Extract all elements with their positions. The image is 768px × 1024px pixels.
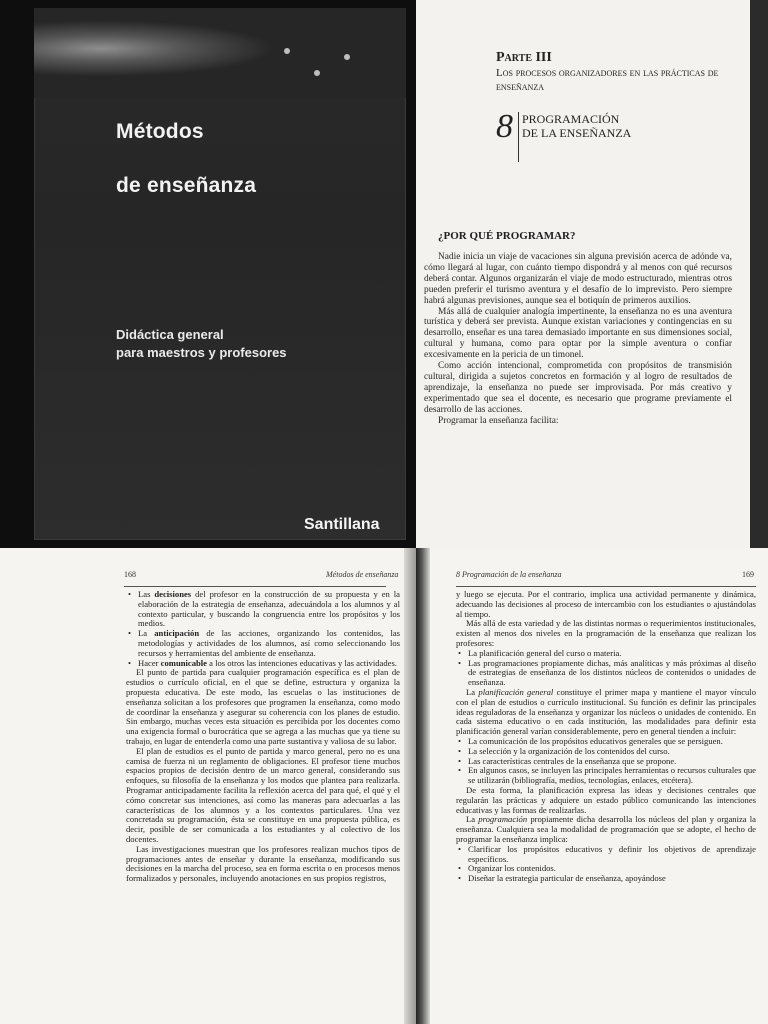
photo-detail [284,48,290,54]
list-item: • Las programaciones propiamente dichas, más analíticas y más próximas al diseño de estrategias de enseñanza de los distintos núcleos de contenidos o unidades de enseñanza. [468,659,756,688]
list-item: • Las características centrales de la enseñanza que se propone. [468,757,756,767]
book-spine [416,548,430,1024]
book-cover [0,0,416,548]
paragraph: Más allá de esta variedad y de las distintas normas o requerimientos institucionales, existen al menos dos niveles en la programación de la enseñanza que realizan los profesores: [456,618,756,648]
item-keyword: anticipación [154,628,200,639]
paragraph: Las investigaciones muestran que los profesores realizan muchos tipos de programaciones antes de enseñar y durante la enseñanza, modificando sus decisiones en la marcha del proceso, sea en forma escrita o en procesos menos formalizados y personales, incluyendo anotaciones en sus propios registros, [126,843,400,884]
chapter-title [522,112,722,140]
list-item [138,629,400,658]
part-label: Parte III [496,50,552,65]
cover-subtitle [116,326,287,362]
page-edge [750,0,768,548]
list-item: • En algunos casos, se incluyen las principales herramientas o recursos culturales que se utilizarán (bibliografía, medios, tecnologías, enlaces, etcétera). [468,766,756,786]
header-rule [124,586,386,587]
item-text: del profesor en la construcción de su propuesta y en la elaboración de la estrategia de enseñanza, adecuándola a los alumnos y al contexto particular, y buscando la congruencia entre los propósitos y los medios. [138,589,400,629]
page-169 [416,548,768,1024]
item-text: de las acciones, organizando los contenidos, las metodologías y actividades de los alumnos, así como seleccionando los recursos y herramientas del ambiente de enseñanza. [138,628,401,658]
page-168-text [126,590,400,884]
paragraph: El plan de estudios es el punto de partida y marco general, pero no es una camisa de fuerza ni un reglamento de obligaciones. El profesor tiene muchos espacios propios de decisión dentro de un marco general, considerando sus enfoques, su filosofía de la enseñanza y los modos que plantea para realizarla. Programar anticipadamente facilita la reflexión acerca del para qué, el qué y el cómo concretar sus intenciones, así como las maneras para adecuarlas a las características de los alumnos y a los contextos particulares. Una vez concretada su programación, ésta se constituye en una propuesta pública, es decir, posible de ser comunicada a los estudiantes y al colectivo de los docentes. [126,745,400,844]
item-keyword: comunicable [160,657,207,668]
chapter-title-line1: PROGRAMACIÓN [522,112,620,126]
paragraph: Como acción intencional, comprometida con propósitos de transmisión cultural, dirigida a sujetos concretos en formación y al logro de resultados de aprendizaje, la enseñanza no puede ser improvisada. Por más creativo y experimentado que sea el docente, es necesario que programe previamente el desarrollo de las acciones. [424,361,732,415]
list-item [138,659,400,669]
includes-list [456,737,756,786]
implies-list [456,845,756,884]
item-text: La [138,628,155,639]
chapter-body [424,252,732,427]
cover-board [34,8,406,540]
chapter-opening-page [416,0,768,548]
cover-title-line2: de enseñanza [116,174,257,197]
list-item: • Diseñar la estrategia particular de enseñanza, apoyándose [468,874,756,884]
cover-title-line1: Métodos [116,120,204,143]
cover-publisher: Santillana [304,516,380,533]
chapter-divider [518,112,519,162]
book-spine [404,548,416,1024]
list-item: • La selección y la organización de los contenidos del curso. [468,747,756,757]
paragraph: Programar la enseñanza facilita: [438,415,559,426]
italic-term: planificación general [478,686,554,697]
paragraph: De esta forma, la planificación expresa las ideas y decisiones centrales que regularán las prácticas y adquiere un estado público comunicando las intenciones educativas y las formas de realizarlas. [456,784,756,815]
photo-detail [314,70,320,76]
item-text: Hacer [138,657,161,668]
section-heading: ¿POR QUÉ PROGRAMAR? [438,230,576,242]
list-item: • La comunicación de los propósitos educativos generales que se persiguen. [468,737,756,747]
cover-photo [34,8,406,98]
italic-term: programación [478,814,528,825]
item-text: Las [138,589,155,599]
facilita-list [126,590,400,668]
page-number: 168 [124,570,136,579]
page-168 [0,548,416,1024]
text-run: propiamente dicha desarrolla los núcleos del plan y organiza la enseñanza. Cualquiera sea la modalidad de programación que se adopte, el hecho de programar la enseñanza implica: [456,814,756,844]
paragraph: El punto de partida para cualquier programación específica es el plan de estudios o currículo oficial, en el que se define, estructura y organiza la propuesta educativa. De este modo, las escuelas o las instituciones de enseñanza solicitan a los profesores que programen la enseñanza, como modo de coordinar la enseñanza y asegurar su coherencia con los planes de estudio. Sin embargo, muchas veces esta situación es percibida por los docentes como una exigencia formal o burocrática que se agrega a las muchas que ya tiene su trabajo, en lugar de entenderla como una parte sustantiva y valiosa de su labor. [126,667,400,746]
list-item: • Organizar los contenidos. [468,864,756,874]
levels-list [456,649,756,688]
text-run: La [466,814,479,825]
paragraph: y luego se ejecuta. Por el contrario, implica una actividad permanente y dinámica, adecuando las decisiones al proceso de intercambio con los estudiantes o ajustándolas al tiempo. [456,589,756,619]
photo-detail [344,54,350,60]
chapter-number: 8 [496,108,513,145]
text-run: constituye el primer mapa y mantiene el mayor vínculo con el plan de estudios o currículo institucional. Su función es definir las principales ideas reguladoras de la enseñanza y organizar los núcleos o unidades de contenido. En cada sistema educativo o en cada institución, las modalidades para definir esta planificación general varían considerablemente, pero en general tienden a incluir: [456,686,757,737]
paragraph: Nadie inicia un viaje de vacaciones sin alguna previsión acerca de adónde va, cómo llegará al lugar, con cuánto tiempo dispondrá y al menos con qué recursos deberá contar. Algunos organizarán el viaje de modo estructurado, mientras otros pueden preferir el turismo aventura y el desafío de lo imprevisto. Pero siempre habrá algunas previsiones, aunque sea el botiquín de primeros auxilios. [424,252,732,306]
page-169-text [456,590,756,884]
list-item: • La planificación general del curso o materia. [468,649,756,659]
header-rule [456,586,756,587]
list-item [138,590,400,629]
item-text: a los otros las intenciones educativas y las actividades. [206,657,397,668]
list-item: • Clarificar los propósitos educativos y definir los objetivos de aprendizaje específicos. [468,845,756,865]
chapter-title-line2: DE LA ENSEÑANZA [522,126,632,140]
item-keyword: decisiones [154,589,192,599]
paragraph [456,815,756,844]
running-head: 8 Programación de la enseñanza [456,570,562,579]
part-title: Los procesos organizadores en las prácticas de enseñanza [496,67,719,93]
text-run: La [466,686,479,697]
cover-subtitle-line1: Didáctica general [116,327,224,342]
paragraph: Más allá de cualquier analogía impertinente, la enseñanza no es una aventura turística y deberá ser prevista. Aunque existan variaciones y contingencias en su desarrollo, enseñar es una tarea demasiado importante en sus dimensiones social, cultural y humana, como para optar por la simple aventura o confiar excesivamente en la pericia de un timonel. [424,306,732,361]
running-head: Métodos de enseñanza [326,570,399,579]
paragraph [456,688,756,737]
page-number: 169 [742,570,754,579]
cover-subtitle-line2: para maestros y profesores [116,345,287,360]
